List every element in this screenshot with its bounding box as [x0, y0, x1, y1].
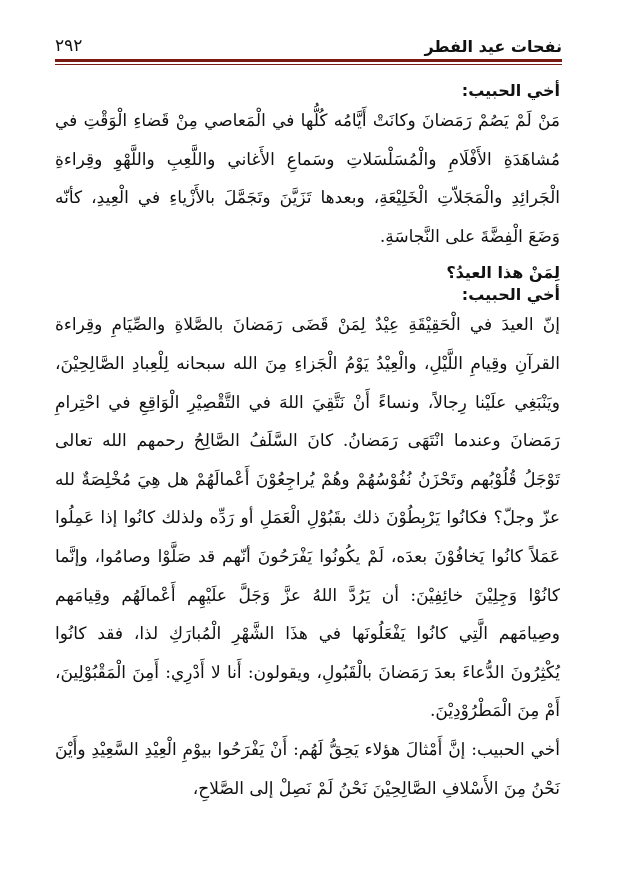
paragraph: أخي الحبيب: إنَّ أَمْثالَ هؤلاء يَحِقُّ لَهُم: أَنْ يَفْرَحُوا بيوْمِ الْعِيْدِ السَّعِيْدِ وأَيْنَ نَحْنُ مِنَ الأَسْلافِ الصَّالِحِيْنَ نَحْنُ لَمْ نَصِلْ إلى الصَّلاحِ، — [55, 739, 560, 799]
page-header — [55, 26, 562, 56]
paragraph: إنّ العيدَ في الْحَقِيْقَةِ عِيْدٌ لِمَنْ قَضَى رَمَضانَ بالصَّلاةِ والصِّيَامِ وقِراءة القرآنِ وقِيامِ اللَّيْلِ، والْعِيْدُ يَوْمُ الْجَزاءِ مِنَ الله سبحانه لِلْعِبادِ الصَّالِحِيْنَ، ويَنْبَغِي علَيْنا رِجالاً، ونساءً أَنْ نَتَّقِيَ اللهَ في التَّقْصِيْرِ الْوَاقِعِ في احْتِرامِ رَمَضانَ وعندما انْتَهَى رَمَضانُ. كانَ السَّلَفُ الصَّالِحُ رحمهم الله تعالى تَوْجَلُ قُلُوْبُهم وتَحْزَنُ نُفُوْسُهُمْ وهُمْ يُراجِعُوْنَ أَعْمالَهُمْ هل هِيَ مُخْلِصَةٌ لله عزّ وجلّ؟ فكانُوا يَرْبِطُوْنَ ذلك بقَبُوْلِ الْعَمَلِ أو رَدِّه ولذلك كانُوا إذا عَمِلُوا عَمَلاً كانُوا يَخافُوْنَ بعدَه، لَمْ يكُونُوا يَفْرَحُونَ أنّهم قد صَلَّوْا وصامُوا، وإنَّما كانُوْا وَجِلِيْنَ خائِفِيْنَ: أن يَرُدَّ اللهُ عزَّ وَجَلَّ علَيْهِم أَعْمالَهُم وقِيامَهم وصِيامَهم الَّتِي كانُوا يَفْعَلُونَها في هذَا الشَّهْرِ الْمُبارَكِ لذا، فقد كانُوا يُكْثِرُونَ الدُّعاءَ بعدَ رَمَضانَ بالْقَبُولِ، ويقولون: أَنا لا أَدْرِي: أَمِنَ الْمَقْبُوْلِينَ، أَمْ مِنَ الْمَطْرُوْدِيْنَ. — [55, 315, 560, 722]
page-number: ٢٩٢ — [55, 36, 83, 56]
section-heading: أخي الحبيب: — [461, 81, 560, 100]
paragraph: مَنْ لَمْ يَصُمْ رَمَضانَ وكانَتْ أَيَّامُه كُلُّها في الْمَعاصي مِنْ قَضاءِ الْوَقْتِ في مُشاهَدَةِ الأَفْلَامِ والْمُسَلْسَلاتِ وسَماعِ الأَغاني واللَّعِبِ واللَّهْوِ وقِراءةِ الْجَرائِدِ والْمَجَلاّتِ الْخَلِيْعَةِ، وبعدها تَزَيَّنَ وتَجَمَّلَ بالأَزْياءِ في الْعِيدِ، كأنّه وَضَعَ الْفِضَّةَ على النَّجاسَةِ. — [55, 111, 560, 247]
header-rule-thin — [55, 64, 562, 65]
section-heading: أخي الحبيب: — [461, 285, 560, 305]
page-body — [55, 80, 560, 808]
running-title: نفحات عيد الفطر — [424, 37, 562, 56]
section-heading: لِمَنْ هذا العيدُ؟ — [446, 263, 560, 283]
header-rule-thick — [55, 59, 562, 62]
